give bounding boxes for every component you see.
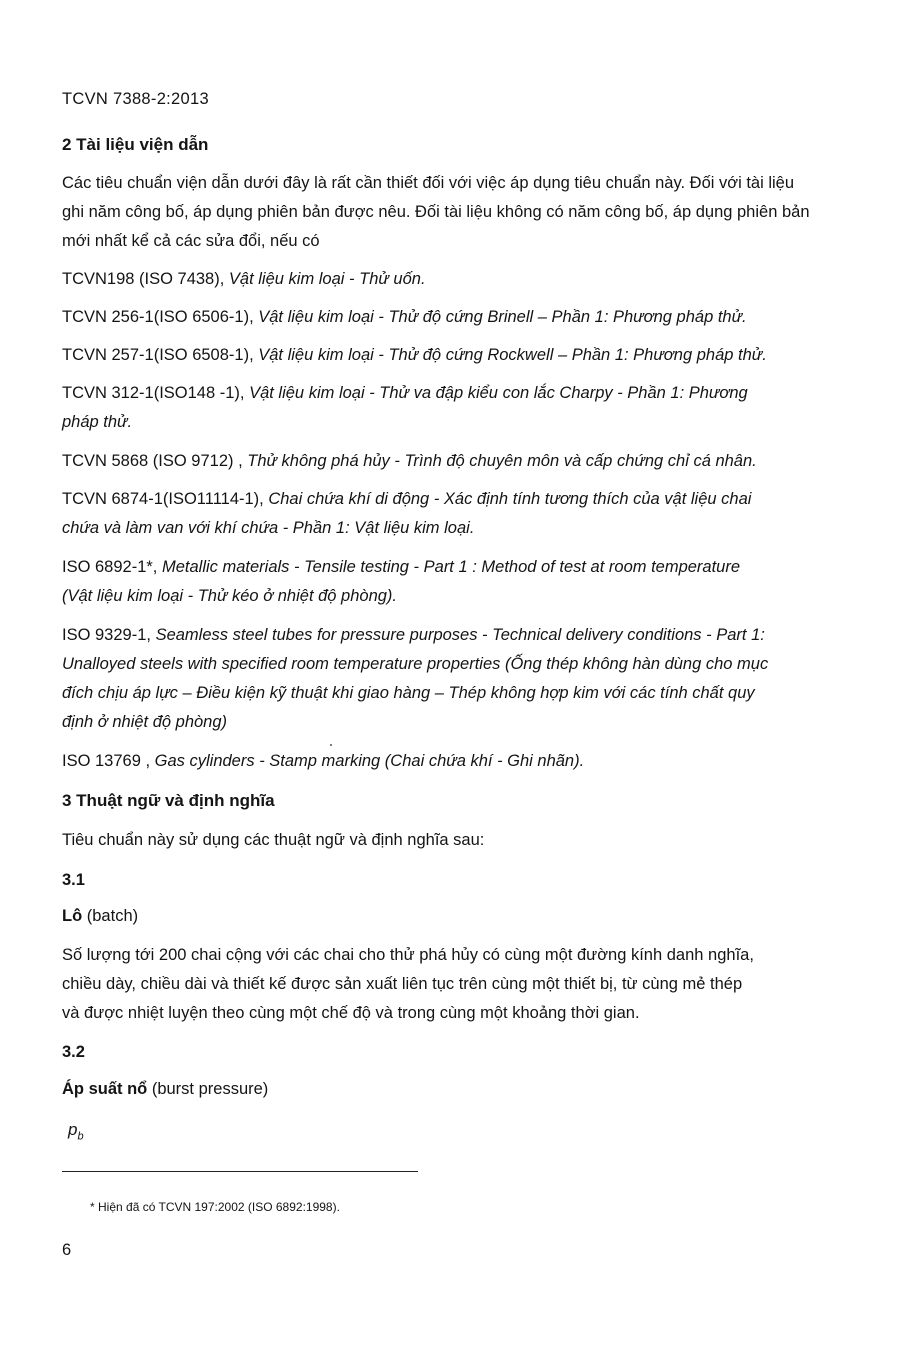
reference-title: Vật liệu kim loại - Thử độ cứng Rockwell – Phần 1: Phương pháp thử. [258, 346, 767, 364]
reference-title: Metallic materials - Tensile testing - Part 1 : Method of test at room temperature [161, 558, 741, 576]
reference-title: Vật liệu kim loại - Thử va đập kiểu con lắc Charpy - Phần 1: Phương [249, 384, 748, 402]
footnote: * Hiện đã có TCVN 197:2002 (ISO 6892:1998). [90, 1200, 340, 1214]
reference-title: Chai chứa khí di động - Xác định tính tương thích của vật liệu chai [268, 490, 752, 508]
reference-title: Thử không phá hủy - Trình độ chuyên môn và cấp chứng chỉ cá nhân. [247, 452, 757, 470]
reference-title-continued: pháp thử. [62, 413, 133, 431]
reference-item [62, 341, 767, 370]
reference-item [62, 265, 426, 294]
reference-item [62, 379, 748, 408]
page-number: 6 [62, 1241, 72, 1259]
reference-item [62, 747, 584, 776]
term-heading [62, 907, 138, 926]
reference-code: TCVN 5868 (ISO 9712) , [62, 452, 248, 470]
reference-item [62, 303, 747, 332]
section-2-intro-line-1: Các tiêu chuẩn viện dẫn dưới đây là rất cần thiết đối với việc áp dụng tiêu chuẩn này. Đối với tài liệu [62, 174, 795, 192]
reference-title: Vật liệu kim loại - Thử uốn. [228, 270, 426, 288]
term-english: (batch) [82, 907, 139, 925]
reference-code: ISO 13769 , [62, 752, 155, 770]
reference-title-continued: (Vật liệu kim loại - Thử kéo ở nhiệt độ phòng). [62, 587, 398, 605]
definition-line-1: Số lượng tới 200 chai cộng với các chai cho thử phá hủy có cùng một đường kính danh nghĩa, [62, 946, 754, 964]
definition-line-2: chiều dày, chiều dài và thiết kế được sản xuất liên tục trên cùng một thiết bị, từ cùng mẻ thép [62, 975, 743, 993]
reference-code: TCVN 257-1(ISO 6508-1), [62, 346, 259, 364]
reference-code: TCVN 6874-1(ISO11114-1), [62, 490, 269, 508]
reference-code: TCVN198 (ISO 7438), [62, 270, 229, 288]
reference-code: ISO 9329-1, [62, 626, 156, 644]
reference-code: TCVN 256-1(ISO 6506-1), [62, 308, 259, 326]
section-2-intro-line-3: mới nhất kể cả các sửa đổi, nếu có [62, 232, 320, 250]
definition-line-3: và được nhiệt luyện theo cùng một chế độ và trong cùng một khoảng thời gian. [62, 1004, 640, 1022]
reference-title-continued: đích chịu áp lực – Điều kiện kỹ thuật khi giao hàng – Thép không hợp kim với các tính chất quy [62, 684, 755, 702]
term-number: 3.2 [62, 1043, 85, 1061]
section-3-heading: 3 Thuật ngữ và định nghĩa [62, 791, 275, 810]
reference-title-continued: định ở nhiệt độ phòng) [62, 713, 228, 731]
section-2-heading: 2 Tài liệu viện dẫn [62, 135, 209, 154]
term-symbol [68, 1120, 84, 1142]
term-name: Áp suất nổ [62, 1080, 148, 1098]
section-3-intro: Tiêu chuẩn này sử dụng các thuật ngữ và định nghĩa sau: [62, 831, 485, 849]
scan-speck [330, 744, 332, 746]
term-name: Lô [62, 907, 83, 925]
reference-item [62, 447, 757, 476]
reference-title-continued: Unalloyed steels with specified room temperature properties (Ống thép không hàn dùng cho mục [62, 655, 769, 673]
term-heading [62, 1080, 268, 1099]
reference-item [62, 553, 740, 582]
reference-title: Seamless steel tubes for pressure purposes - Technical delivery conditions - Part 1: [155, 626, 765, 644]
symbol-subscript: b [77, 1130, 84, 1143]
reference-item [62, 621, 765, 650]
term-number: 3.1 [62, 871, 85, 889]
footnote-separator [62, 1171, 418, 1172]
reference-code: TCVN 312-1(ISO148 -1), [62, 384, 250, 402]
section-2-intro-line-2: ghi năm công bố, áp dụng phiên bản được nêu. Đối tài liệu không có năm công bố, áp dụng phiên bản [62, 203, 810, 221]
reference-title: Gas cylinders - Stamp marking (Chai chứa khí - Ghi nhãn). [154, 752, 585, 770]
term-english: (burst pressure) [147, 1080, 269, 1098]
document-id-header: TCVN 7388-2:2013 [62, 90, 209, 108]
symbol-letter: p [68, 1120, 78, 1139]
reference-title-continued: chứa và làm van với khí chứa - Phần 1: Vật liệu kim loại. [62, 519, 475, 537]
reference-code: ISO 6892-1*, [62, 558, 162, 576]
reference-item [62, 485, 751, 514]
reference-title: Vật liệu kim loại - Thử độ cứng Brinell – Phần 1: Phương pháp thử. [258, 308, 747, 326]
